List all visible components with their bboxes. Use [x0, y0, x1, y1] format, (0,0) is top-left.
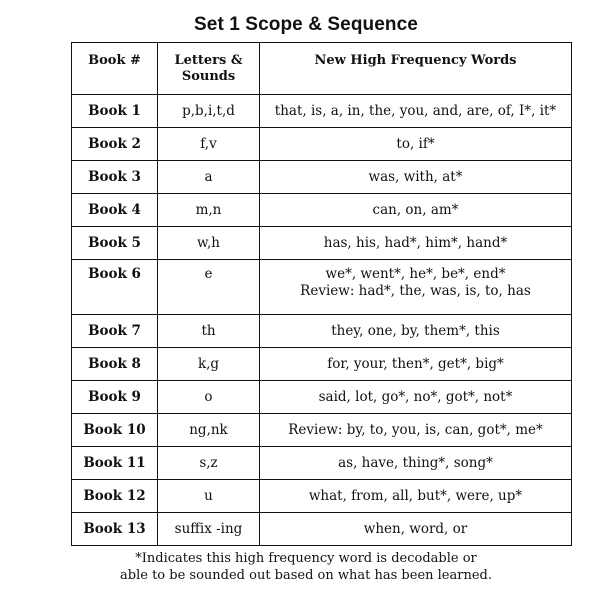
- words-cell: [260, 260, 572, 315]
- page-title: Set 1 Scope & Sequence: [194, 14, 418, 35]
- words-cell: as, have, thing*, song*: [260, 447, 572, 480]
- words-review-line: Review: had*, the, was, is, to, has: [300, 283, 531, 299]
- words-cell: Review: by, to, you, is, can, got*, me*: [260, 414, 572, 447]
- book-cell: Book 12: [72, 480, 158, 513]
- header-words: New High Frequency Words: [260, 43, 572, 95]
- letters-cell: p,b,i,t,d: [158, 95, 260, 128]
- book-cell: Book 2: [72, 128, 158, 161]
- words-cell: they, one, by, them*, this: [260, 315, 572, 348]
- table-row: [72, 480, 572, 513]
- words-line: we*, went*, he*, be*, end*: [325, 266, 506, 282]
- table-row: [72, 447, 572, 480]
- words-cell: to, if*: [260, 128, 572, 161]
- footnote-line1: *Indicates this high frequency word is decodable or: [135, 551, 477, 566]
- book-cell: Book 1: [72, 95, 158, 128]
- book-cell: Book 7: [72, 315, 158, 348]
- footnote: [0, 550, 612, 584]
- book-cell: Book 6: [72, 260, 158, 315]
- letters-cell: k,g: [158, 348, 260, 381]
- header-book: Book #: [72, 43, 158, 95]
- words-cell: what, from, all, but*, were, up*: [260, 480, 572, 513]
- words-cell: has, his, had*, him*, hand*: [260, 227, 572, 260]
- table-row: [72, 128, 572, 161]
- header-letters-line2: Sounds: [181, 69, 236, 84]
- letters-cell: a: [158, 161, 260, 194]
- words-cell: was, with, at*: [260, 161, 572, 194]
- words-cell: that, is, a, in, the, you, and, are, of, I*, it*: [260, 95, 572, 128]
- book-cell: Book 3: [72, 161, 158, 194]
- letters-cell: u: [158, 480, 260, 513]
- letters-cell: o: [158, 381, 260, 414]
- table-header-row: [72, 43, 572, 95]
- book-cell: Book 4: [72, 194, 158, 227]
- table-row: [72, 414, 572, 447]
- table-row: [72, 227, 572, 260]
- header-letters-sounds: [158, 43, 260, 95]
- words-cell: said, lot, go*, no*, got*, not*: [260, 381, 572, 414]
- book-cell: Book 5: [72, 227, 158, 260]
- header-letters-line1: Letters &: [174, 53, 243, 68]
- table-row: [72, 194, 572, 227]
- book-cell: Book 8: [72, 348, 158, 381]
- scope-sequence-table: [71, 42, 572, 546]
- letters-cell: e: [158, 260, 260, 315]
- letters-cell: f,v: [158, 128, 260, 161]
- book-cell: Book 9: [72, 381, 158, 414]
- table-row: [72, 348, 572, 381]
- letters-cell: suffix -ing: [158, 513, 260, 546]
- words-cell: for, your, then*, get*, big*: [260, 348, 572, 381]
- book-cell: Book 13: [72, 513, 158, 546]
- letters-cell: s,z: [158, 447, 260, 480]
- words-cell: when, word, or: [260, 513, 572, 546]
- table-row: [72, 381, 572, 414]
- book-cell: Book 11: [72, 447, 158, 480]
- letters-cell: th: [158, 315, 260, 348]
- table-row: [72, 95, 572, 128]
- words-cell: can, on, am*: [260, 194, 572, 227]
- letters-cell: w,h: [158, 227, 260, 260]
- book-cell: Book 10: [72, 414, 158, 447]
- table-row: [72, 315, 572, 348]
- footnote-line2: able to be sounded out based on what has been learned.: [120, 568, 492, 583]
- table-row: [72, 260, 572, 315]
- table-row: [72, 513, 572, 546]
- letters-cell: m,n: [158, 194, 260, 227]
- table-row: [72, 161, 572, 194]
- letters-cell: ng,nk: [158, 414, 260, 447]
